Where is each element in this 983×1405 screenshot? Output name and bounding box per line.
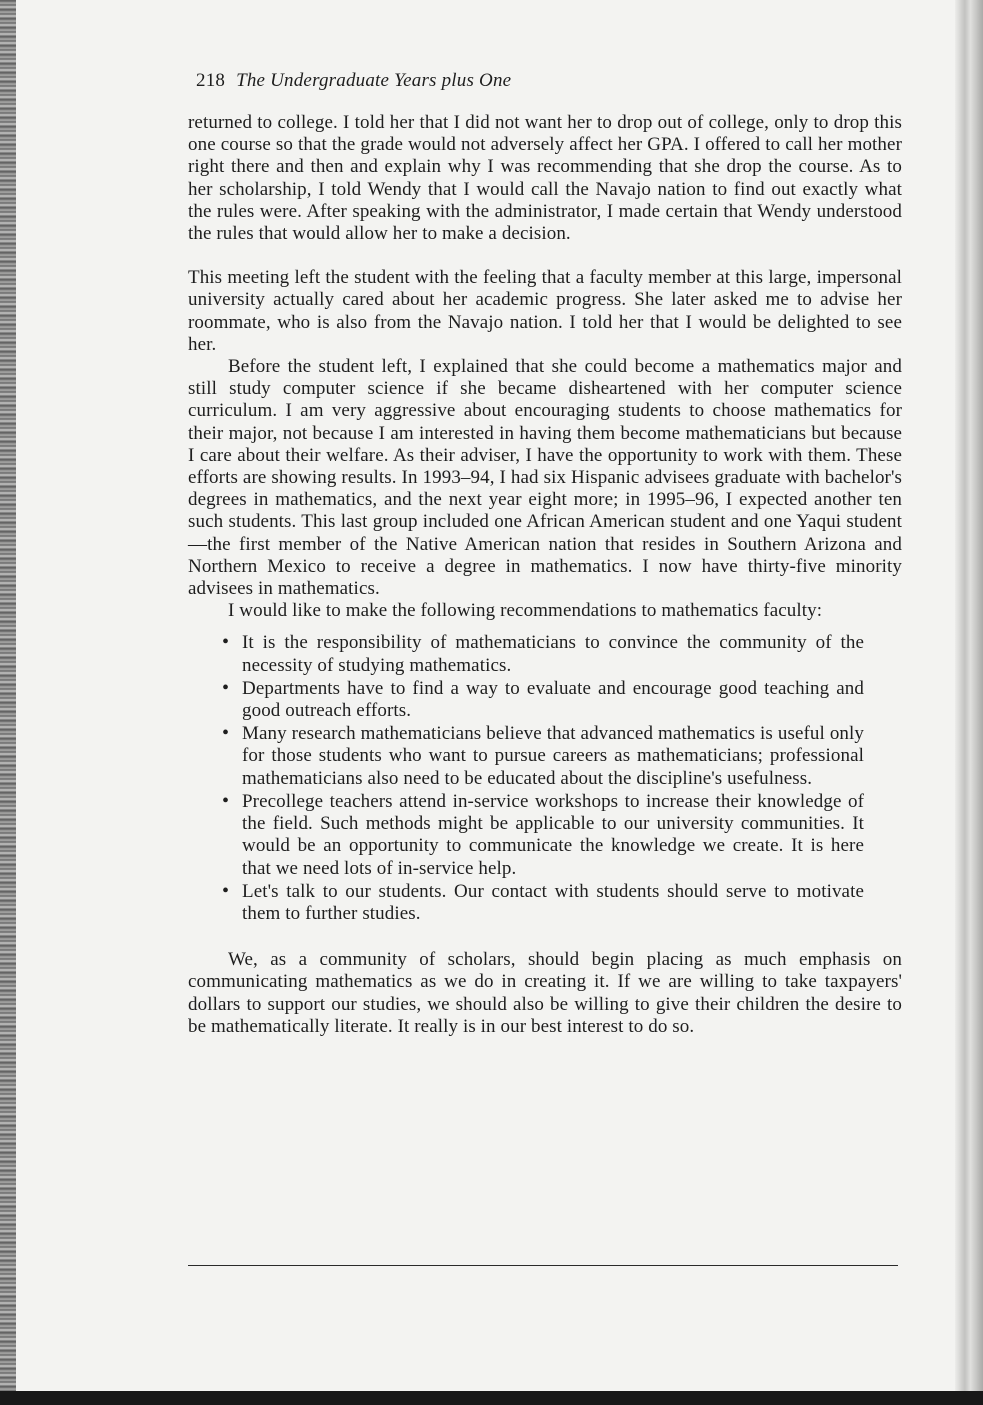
- list-item: • Many research mathematicians believe that advanced mathematics is useful only for those students who want to pursue careers as mathematicians; professional mathematicians also need to be educated about the discipline's usefulness.: [242, 723, 864, 790]
- page-number: 218: [196, 70, 226, 91]
- paragraph-advising: Before the student left, I explained that she could become a mathematics major and still study computer science if she became disheartened with her computer science curriculum. I am very aggressive about encouraging students to choose mathematics for their major, not because I am interested in having them become mathematicians but because I care about their welfare. As their adviser, I have the opportunity to work with them. These efforts are showing results. In 1993–94, I had six Hispanic advisees graduate with bachelor's degrees in mathematics, and the next year eight more; in 1995–96, I expected another ten such students. This last group included one African American student and one Yaqui student—the first member of the Native American nation that resides in Southern Arizona and Northern Mexico to receive a degree in mathematics. I now have thirty-five minority advisees in mathematics.: [188, 356, 902, 600]
- paragraph-continued: returned to college. I told her that I did not want her to drop out of college, only to drop this one course so that the grade would not adversely affect her GPA. I offered to call her mother right there and then and explain why I was recommending that she drop the course. As to her scholarship, I told Wendy that I would call the Navajo nation to find out exactly what the rules were. After speaking with the administrator, I made certain that Wendy understood the rules that would allow her to make a decision.: [188, 112, 902, 245]
- list-item: • Let's talk to our students. Our contact with students should serve to motivate them to further studies.: [242, 881, 864, 925]
- recommendations-list: [188, 632, 902, 925]
- running-title: The Undergraduate Years plus One: [236, 70, 512, 91]
- closing-paragraph: We, as a community of scholars, should begin placing as much emphasis on communicating mathematics as we do in creating it. If we are willing to take taxpayers' dollars to support our studies, we should also be willing to give their children the desire to be mathematically literate. It really is in our best interest to do so.: [188, 949, 902, 1037]
- binding-edge: [0, 0, 16, 1405]
- footnote-rule: [188, 1265, 898, 1266]
- list-item: • It is the responsibility of mathematicians to convince the community of the necessity of studying mathematics.: [242, 632, 864, 676]
- scan-bottom-border: [0, 1391, 983, 1405]
- paragraph-meeting: This meeting left the student with the feeling that a faculty member at this large, impersonal university actually cared about her academic progress. She later asked me to advise her roommate, who is also from the Navajo nation. I told her that I would be delighted to see her.: [188, 267, 902, 355]
- list-item: • Precollege teachers attend in-service workshops to increase their knowledge of the field. Such methods might be applicable to our university communities. It would be an opportunity to communicate the knowledge we create. It is here that we need lots of in-service help.: [242, 791, 864, 880]
- page-body: [188, 112, 902, 1038]
- paragraph-recommendations-intro: I would like to make the following recommendations to mathematics faculty:: [228, 600, 823, 622]
- page-edge-shadow: [955, 0, 983, 1405]
- list-item: • Departments have to find a way to evaluate and encourage good teaching and good outreach efforts.: [242, 678, 864, 722]
- running-header: [196, 70, 511, 92]
